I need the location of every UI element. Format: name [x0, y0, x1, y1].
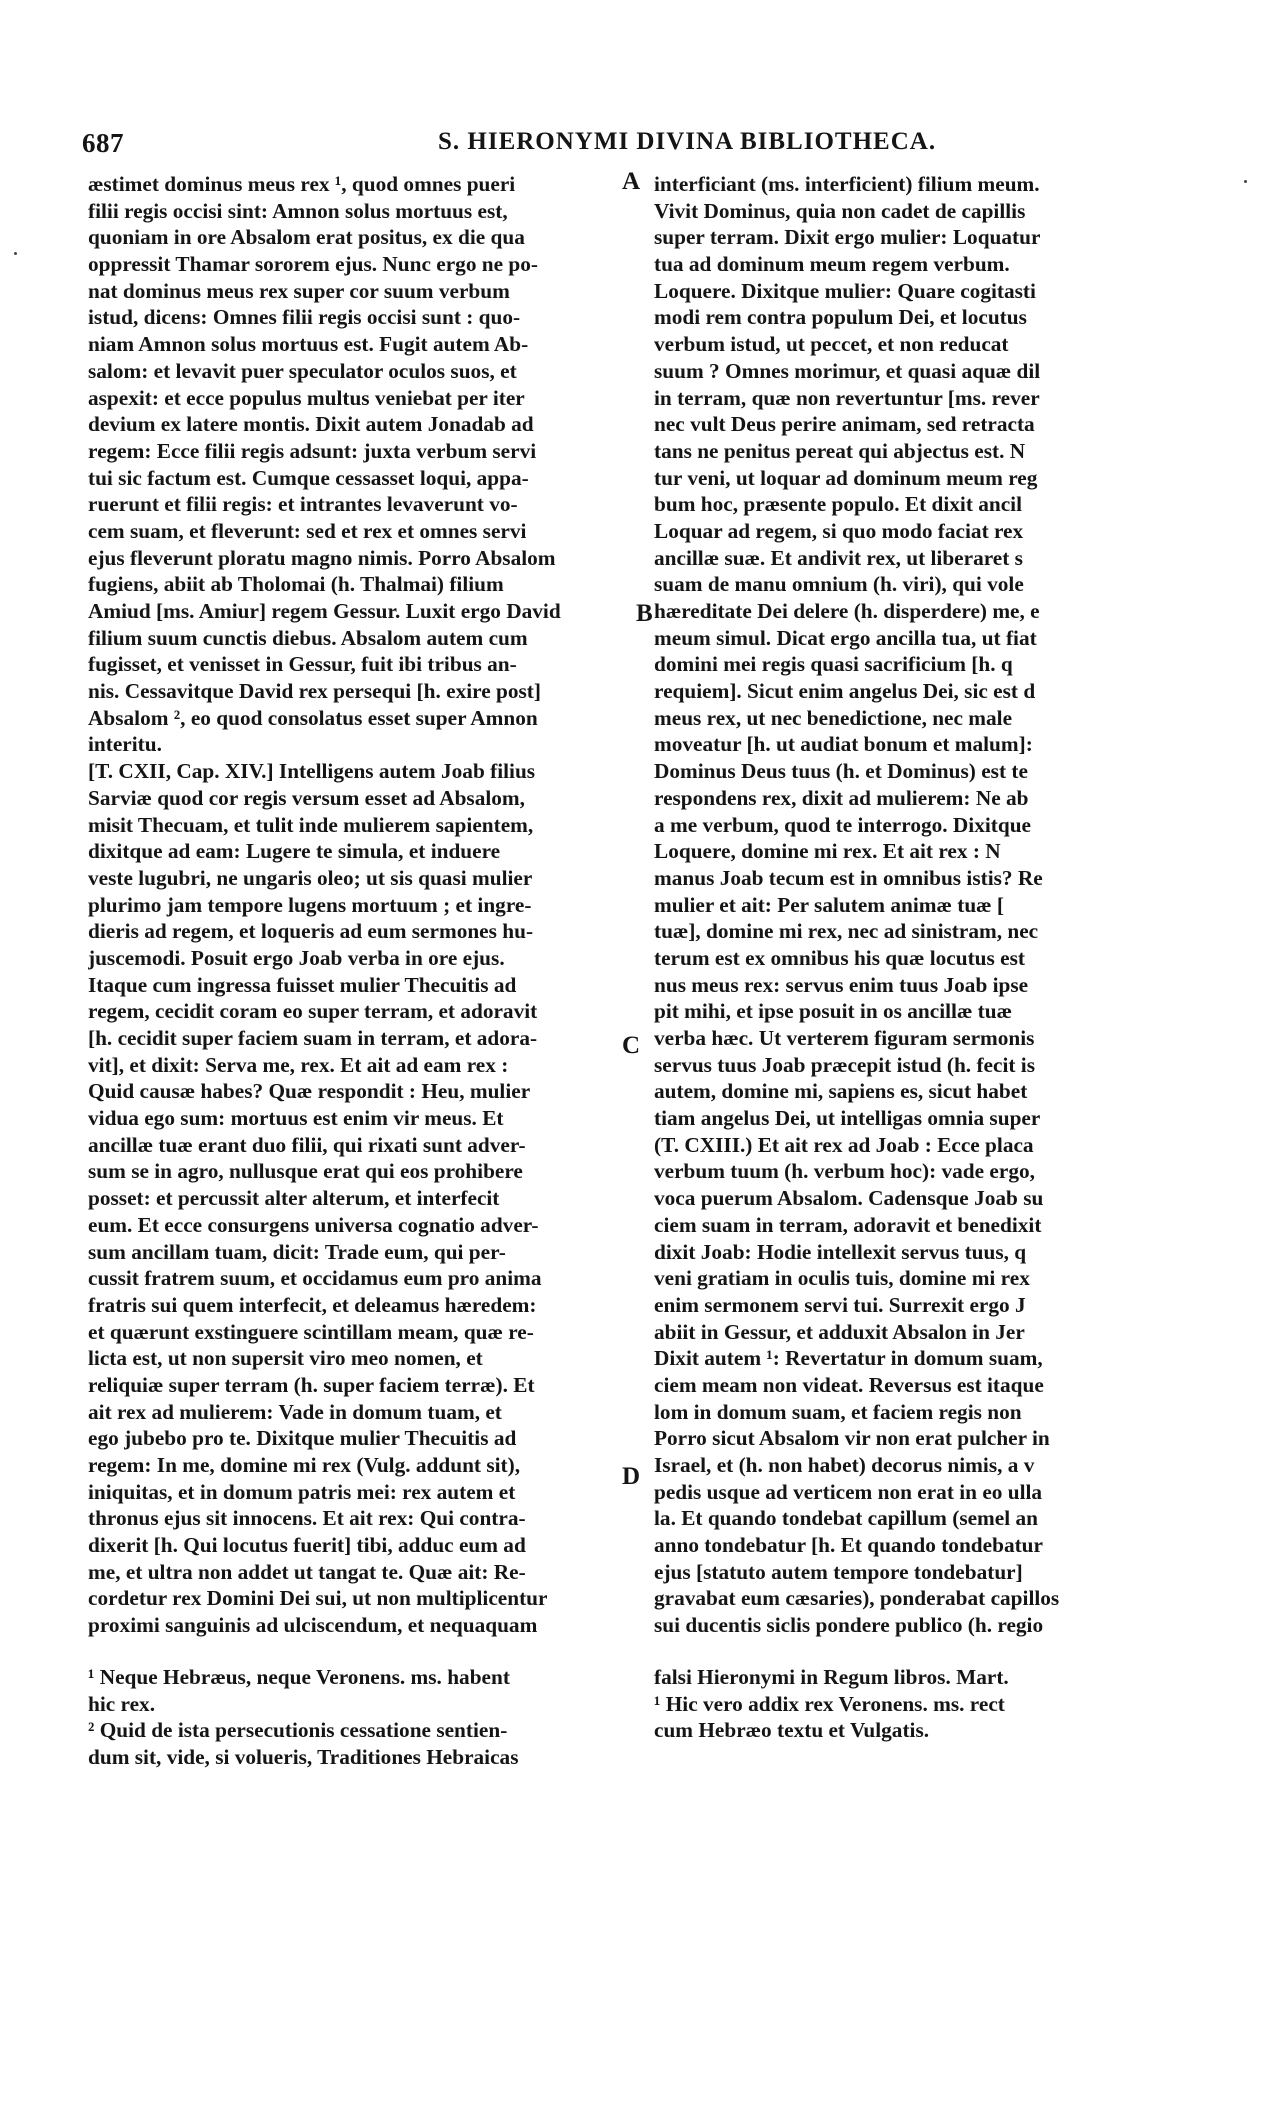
text-line: suum ? Omnes morimur, et quasi aquæ dil	[654, 358, 1041, 383]
text-line: bum hoc, præsente populo. Et dixit ancil	[654, 492, 1023, 517]
text-line: tuæ], domine mi rex, nec ad sinistram, nec	[654, 919, 1039, 944]
text-line: et quærunt exstinguere scintillam meam, quæ re-	[88, 1319, 534, 1344]
text-line: [h. cecidit super faciem suam in terram, et adora-	[88, 1026, 538, 1050]
text-line: Loquere. Dixitque mulier: Quare cogitasti	[654, 278, 1036, 303]
text-line: reliquiæ super terram (h. super faciem terræ). Et	[88, 1372, 535, 1397]
text-line: tiam angelus Dei, ut intelligas omnia super	[654, 1106, 1041, 1131]
text-line: misit Thecuam, et tulit inde mulierem sapientem,	[88, 812, 534, 837]
text-line: nus meus rex: servus enim tuus Joab ipse	[654, 972, 1029, 997]
text-line: plurimo jam tempore lugens mortuum ; et ingre-	[88, 892, 532, 917]
margin-letter-c: C	[622, 1032, 641, 1059]
text-line: licta est, ut non supersit viro meo nomen, et	[88, 1346, 483, 1371]
text-line: niam Amnon solus mortuus est. Fugit autem Ab-	[88, 332, 529, 357]
text-line: Dominus Deus tuus (h. et Dominus) est te	[654, 759, 1028, 784]
text-line: a me verbum, quod te interrogo. Dixitque	[654, 812, 1032, 837]
text-line: aspexit: et ecce populus multus veniebat per iter	[88, 385, 525, 410]
text-line: verbum istud, ut peccet, et non reducat	[654, 332, 1009, 357]
text-line: terum est ex omnibus his quæ locutus est	[654, 945, 1025, 970]
text-line: Sarviæ quod cor regis versum esset ad Absalom,	[88, 785, 525, 810]
text-line: respondens rex, dixit ad mulierem: Ne ab	[654, 785, 1029, 810]
text-line: dixitque ad eam: Lugere te simula, et induere	[88, 839, 501, 864]
text-line: Loquere, domine mi rex. Et ait rex : N	[654, 839, 1001, 864]
text-line: sui ducentis siclis pondere publico (h. regio	[654, 1613, 1044, 1638]
text-line: meum simul. Dicat ergo ancilla tua, ut fiat	[654, 625, 1037, 650]
text-line: gravabat eum cæsaries), ponderabat capillos	[654, 1586, 1060, 1611]
text-line: (T. CXIII.) Et ait rex ad Joab : Ecce placa	[654, 1132, 1034, 1157]
text-line: ejus [statuto autem tempore tondebatur]	[654, 1559, 1023, 1584]
text-line: filii regis occisi sint: Amnon solus mortuus est,	[88, 198, 508, 223]
text-line: ciem meam non videat. Reversus est itaque	[654, 1372, 1044, 1397]
text-line: cem suam, et fleverunt: sed et rex et omnes servi	[88, 518, 527, 543]
text-line: devium ex latere montis. Dixit autem Jonadab ad	[88, 412, 534, 437]
margin-letter-d: D	[622, 1463, 641, 1490]
footnote-line: ² Quid de ista persecutionis cessatione sentien-	[88, 1718, 508, 1743]
text-line: Dixit autem ¹: Revertatur in domum suam,	[654, 1346, 1043, 1371]
footnote-line: ¹ Hic vero addix rex Veronens. ms. rect	[654, 1691, 1005, 1716]
text-line: anno tondebatur [h. Et quando tondebatur	[654, 1533, 1043, 1558]
footnote-line: dum sit, vide, si volueris, Traditiones Hebraicas	[88, 1745, 519, 1770]
text-line: fugisset, et venisset in Gessur, fuit ibi tribus an-	[88, 652, 517, 677]
text-line: ejus fleverunt ploratu magno nimis. Porro Absalom	[88, 545, 556, 570]
text-line: me, et ultra non addet ut tangat te. Quæ ait: Re-	[88, 1559, 526, 1584]
page-number: 687	[82, 128, 124, 158]
text-line: in terram, quæ non revertuntur [ms. rever	[654, 385, 1040, 410]
text-line: Vivit Dominus, quia non cadet de capillis	[654, 198, 1026, 223]
text-line: ancillæ tuæ erant duo filii, qui rixati sunt adver-	[88, 1132, 526, 1157]
text-line: meus rex, ut nec benedictione, nec male	[654, 705, 1013, 730]
text-line: dixerit [h. Qui locutus fuerit] tibi, adduc eum ad	[88, 1533, 526, 1558]
text-line: Porro sicut Absalom vir non erat pulcher in	[654, 1426, 1050, 1451]
text-line: domini mei regis quasi sacrificium [h. q	[654, 652, 1013, 677]
text-line: pit mihi, et ipse posuit in os ancillæ tuæ	[654, 999, 1012, 1024]
text-line: ciem suam in terram, adoravit et benedixit	[654, 1212, 1042, 1237]
text-line: sum se in agro, nullusque erat qui eos prohibere	[88, 1159, 523, 1184]
footnotes-left	[88, 1664, 628, 1771]
text-line: regem: In me, domine mi rex (Vulg. addunt sit),	[88, 1453, 521, 1477]
text-line: voca puerum Absalom. Cadensque Joab su	[654, 1186, 1044, 1211]
text-line: suam de manu omnium (h. viri), qui vole	[654, 572, 1024, 597]
margin-speck	[14, 252, 17, 255]
text-line: pedis usque ad verticem non erat in eo ulla	[654, 1479, 1043, 1504]
text-line: fugiens, abiit ab Tholomai (h. Thalmai) filium	[88, 572, 504, 597]
text-line: servus tuus Joab præcepit istud (h. fecit is	[654, 1052, 1035, 1077]
footnote-line: falsi Hieronymi in Regum libros. Mart.	[654, 1665, 1009, 1689]
text-line: nis. Cessavitque David rex persequi [h. exire post]	[88, 679, 541, 704]
running-title: S. HIERONYMI DIVINA BIBLIOTHECA.	[438, 128, 937, 155]
text-line: filium suum cunctis diebus. Absalom autem cum	[88, 625, 528, 650]
text-line: abiit in Gessur, et adduxit Absalon in Jer	[654, 1319, 1025, 1344]
text-line: fratris sui quem interfecit, et deleamus hæredem:	[88, 1292, 537, 1317]
text-line: enim sermonem servi tui. Surrexit ergo J	[654, 1292, 1026, 1317]
text-line: regem, cecidit coram eo super terram, et adoravit	[88, 999, 538, 1024]
text-line: tans ne penitus pereat qui abjectus est. N	[654, 438, 1026, 463]
text-line: cordetur rex Domini Dei sui, ut non multiplicentur	[88, 1586, 548, 1611]
margin-letter-a: A	[622, 168, 641, 195]
footnote-line: ¹ Neque Hebræus, neque Veronens. ms. habent	[88, 1665, 510, 1689]
text-line: thronus ejus sit innocens. Et ait rex: Qui contra-	[88, 1506, 526, 1531]
text-line: verba hæc. Ut verterem figuram sermonis	[654, 1026, 1035, 1050]
text-line: interficiant (ms. interficient) filium meum.	[654, 172, 1040, 196]
text-line: dixit Joab: Hodie intellexit servus tuus, q	[654, 1239, 1027, 1264]
text-line: super terram. Dixit ergo mulier: Loquatur	[654, 225, 1041, 250]
text-line: juscemodi. Posuit ergo Joab verba in ore ejus.	[88, 945, 505, 970]
text-line: iniquitas, et in domum patris mei: rex autem et	[88, 1479, 516, 1504]
text-line: requiem]. Sicut enim angelus Dei, sic est d	[654, 679, 1036, 704]
text-line: sum ancillam tuam, dicit: Trade eum, qui per-	[88, 1239, 506, 1264]
text-line: autem, domine mi, sapiens es, sicut habet	[654, 1079, 1028, 1104]
text-line: nat dominus meus rex super cor suum verbum	[88, 278, 510, 303]
text-line: manus Joab tecum est in omnibus istis? Re	[654, 865, 1043, 890]
text-line: proximi sanguinis ad ulciscendum, et nequaquam	[88, 1613, 538, 1638]
text-line: nec vult Deus perire animam, sed retracta	[654, 412, 1035, 437]
text-line: Itaque cum ingressa fuisset mulier Thecuitis ad	[88, 972, 517, 997]
text-line: eum. Et ecce consurgens universa cognatio adver-	[88, 1212, 539, 1237]
text-line: moveatur [h. ut audiat bonum et malum]:	[654, 732, 1033, 757]
text-line: posset: et percussit alter alterum, et interfecit	[88, 1186, 500, 1211]
footnote-line: cum Hebræo textu et Vulgatis.	[654, 1718, 930, 1743]
text-line: cussit fratrem suum, et occidamus eum pro anima	[88, 1266, 542, 1291]
text-line: veste lugubri, ne ungaris oleo; ut sis quasi mulier	[88, 865, 533, 890]
text-line: quoniam in ore Absalom erat positus, ex die qua	[88, 225, 525, 250]
text-line: ait rex ad mulierem: Vade in domum tuam, et	[88, 1399, 502, 1424]
text-line: hæreditate Dei delere (h. disperdere) me, e	[654, 599, 1040, 623]
text-line: [T. CXII, Cap. XIV.] Intelligens autem Joab filius	[88, 759, 536, 784]
text-line: vit], et dixit: Serva me, rex. Et ait ad eam rex :	[88, 1052, 509, 1077]
text-line: oppressit Thamar sororem ejus. Nunc ergo ne po-	[88, 252, 539, 277]
text-line: Amiud [ms. Amiur] regem Gessur. Luxit ergo David	[88, 599, 561, 623]
text-line: lom in domum suam, et faciem regis non	[654, 1399, 1022, 1424]
text-line: ego jubebo pro te. Dixitque mulier Thecuitis ad	[88, 1426, 517, 1451]
right-text-column	[654, 171, 1254, 1639]
text-line: ruerunt et filii regis: et intrantes levaverunt vo-	[88, 492, 518, 517]
text-line: vidua ego sum: mortuus est enim vir meus. Et	[88, 1106, 504, 1131]
margin-letter-b: B	[636, 600, 653, 627]
text-line: Absalom ², eo quod consolatus esset super Amnon	[88, 705, 538, 730]
text-line: mulier et ait: Per salutem animæ tuæ [	[654, 892, 1004, 917]
text-line: tur veni, ut loquar ad dominum meum reg	[654, 465, 1038, 490]
text-line: interitu.	[88, 732, 162, 757]
text-line: la. Et quando tondebat capillum (semel an	[654, 1506, 1038, 1531]
left-text-column	[88, 171, 615, 1639]
text-line: istud, dicens: Omnes filii regis occisi sunt : quo-	[88, 305, 521, 330]
text-line: tua ad dominum meum regem verbum.	[654, 252, 1010, 277]
text-line: regem: Ecce filii regis adsunt: juxta verbum servi	[88, 438, 537, 463]
text-line: Quid causæ habes? Quæ respondit : Heu, mulier	[88, 1079, 531, 1104]
text-line: veni gratiam in oculis tuis, domine mi rex	[654, 1266, 1030, 1291]
text-line: ancillæ suæ. Et andivit rex, ut liberaret s	[654, 545, 1023, 570]
text-line: Israel, et (h. non habet) decorus nimis, a v	[654, 1453, 1035, 1477]
text-line: æstimet dominus meus rex ¹, quod omnes pueri	[88, 172, 516, 196]
text-line: modi rem contra populum Dei, et locutus	[654, 305, 1027, 330]
text-line: dieris ad regem, et loqueris ad eum sermones hu-	[88, 919, 534, 944]
footnote-line: hic rex.	[88, 1691, 156, 1716]
text-line: tui sic factum est. Cumque cessasset loqui, appa-	[88, 465, 529, 490]
footnotes-right	[654, 1664, 1214, 1744]
text-line: Loquar ad regem, si quo modo faciat rex	[654, 518, 1024, 543]
text-line: verbum tuum (h. verbum hoc): vade ergo,	[654, 1159, 1035, 1184]
text-line: salom: et levavit puer speculator oculos suos, et	[88, 358, 517, 383]
